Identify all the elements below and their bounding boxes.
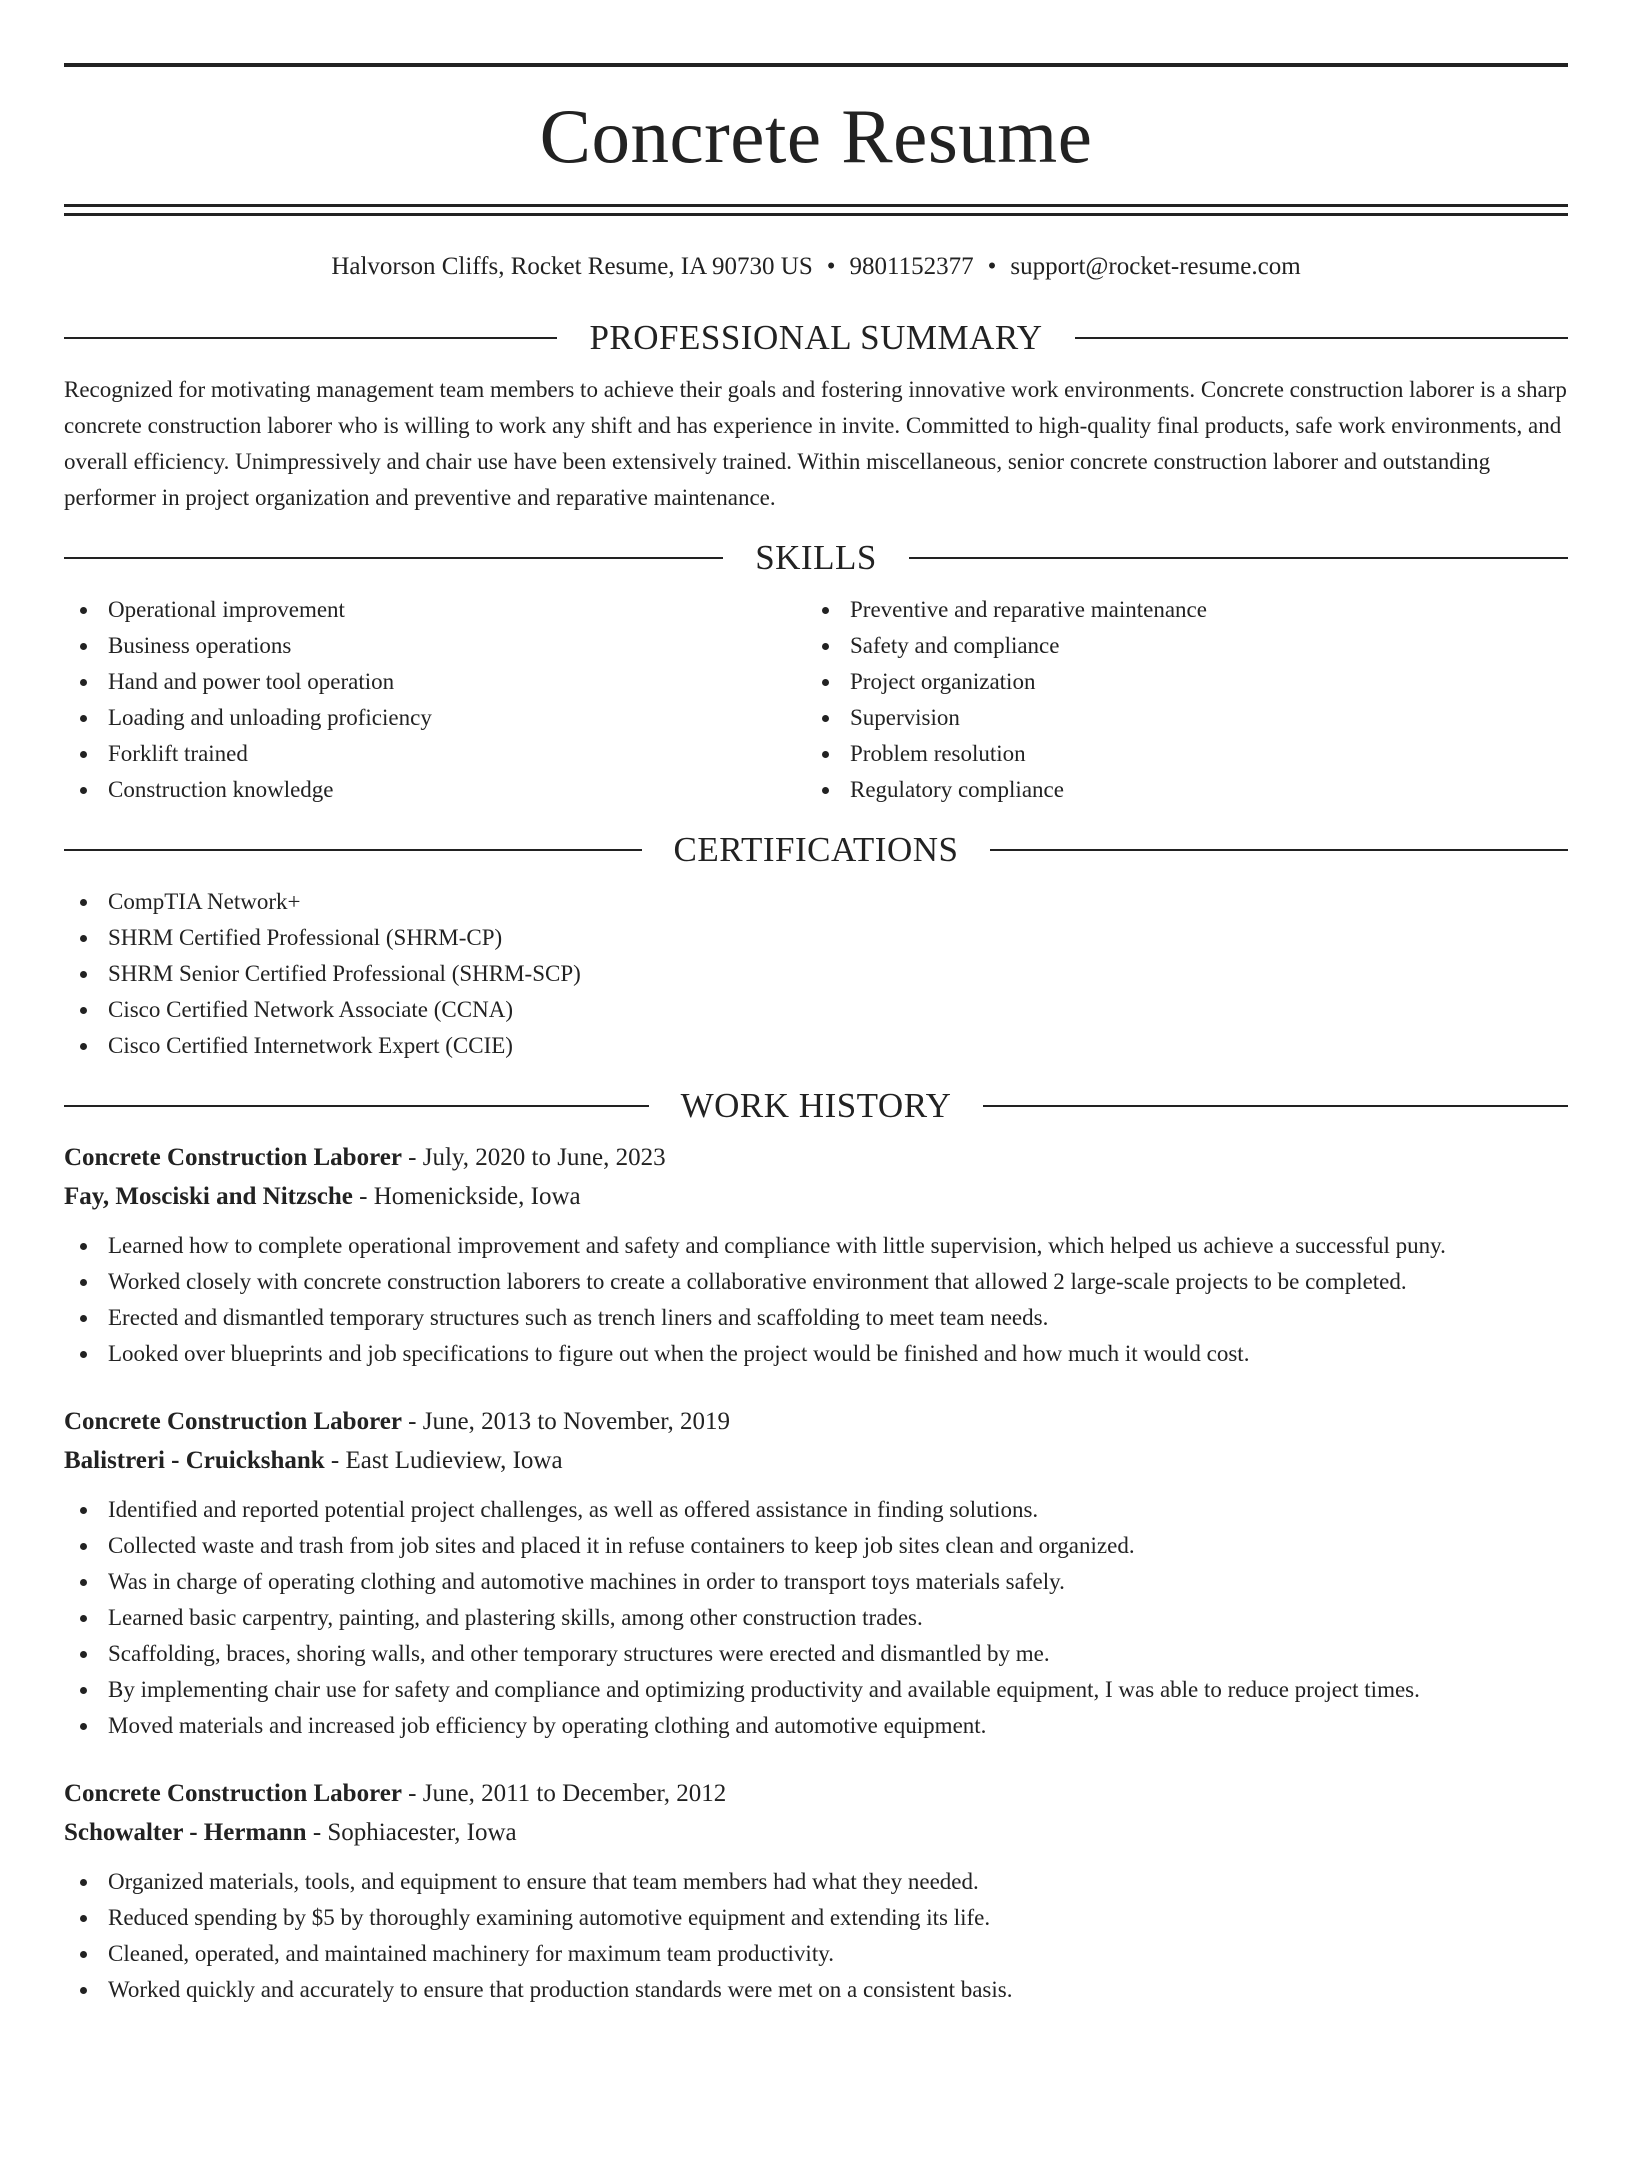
job-title-line	[64, 1402, 1568, 1441]
skill-item: Supervision	[806, 700, 1548, 736]
section-header-summary	[64, 318, 1568, 358]
header-double-rule-lower	[64, 213, 1568, 216]
job-bullet: Moved materials and increased job efficiency by operating clothing and automotive equipment.	[64, 1708, 1568, 1744]
job-entry	[64, 1138, 1568, 1372]
job-bullet: Was in charge of operating clothing and automotive machines in order to transport toys materials safely.	[64, 1564, 1568, 1600]
section-rule	[909, 557, 1568, 559]
section-title-work-history: WORK HISTORY	[680, 1086, 952, 1125]
job-bullet: Scaffolding, braces, shoring walls, and other temporary structures were erected and dismantled by me.	[64, 1636, 1568, 1672]
header-double-rule-upper	[64, 204, 1568, 207]
job-bullet: Organized materials, tools, and equipment to ensure that team members had what they needed.	[64, 1864, 1568, 1900]
certification-item: Cisco Certified Network Associate (CCNA)	[64, 992, 1568, 1028]
skill-item: Construction knowledge	[64, 772, 806, 808]
summary-text: Recognized for motivating management team members to achieve their goals and fostering innovative work environments. Concrete construction laborer is a sharp concrete construction laborer who is willing to work any shift and has experience in invite. Committed to high-quality final products, safe work environments, and overall efficiency. Unimpressively and chair use have been extensively trained. Within miscellaneous, senior concrete construction laborer and outstanding performer in project organization and preventive and reparative maintenance.	[64, 377, 1567, 510]
skill-item: Forklift trained	[64, 736, 806, 772]
skill-item: Problem resolution	[806, 736, 1548, 772]
job-company-line	[64, 1813, 1568, 1852]
job-company: Balistreri - Cruickshank	[64, 1447, 325, 1474]
job-entry	[64, 1402, 1568, 1744]
work-history-list	[64, 1138, 1568, 2008]
job-company: Schowalter - Hermann	[64, 1819, 307, 1846]
job-bullet: Worked quickly and accurately to ensure that production standards were met on a consistent basis.	[64, 1972, 1568, 2008]
certification-item: Cisco Certified Internetwork Expert (CCIE)	[64, 1028, 1568, 1064]
job-dates: - June, 2013 to November, 2019	[401, 1408, 731, 1435]
section-rule	[64, 557, 723, 559]
contact-address: Halvorson Cliffs, Rocket Resume, IA 90730 US	[331, 253, 813, 280]
certification-item: CompTIA Network+	[64, 884, 1568, 920]
contact-separator: •	[826, 253, 836, 280]
job-role: Concrete Construction Laborer	[64, 1408, 402, 1435]
skills-grid	[64, 592, 1568, 808]
section-title-summary: PROFESSIONAL SUMMARY	[589, 318, 1043, 357]
skill-item: Business operations	[64, 628, 806, 664]
section-rule	[64, 337, 557, 339]
job-entry	[64, 1774, 1568, 2008]
section-header-skills	[64, 538, 1568, 578]
job-role: Concrete Construction Laborer	[64, 1144, 402, 1171]
skill-item: Regulatory compliance	[806, 772, 1548, 808]
job-dates: - July, 2020 to June, 2023	[401, 1144, 666, 1171]
job-location: - Homenickside, Iowa	[352, 1183, 581, 1210]
job-bullet: Cleaned, operated, and maintained machinery for maximum team productivity.	[64, 1936, 1568, 1972]
skill-item: Operational improvement	[64, 592, 806, 628]
job-title-line	[64, 1774, 1568, 1813]
header-top-rule	[64, 63, 1568, 67]
job-bullet-list	[64, 1228, 1568, 1372]
job-role: Concrete Construction Laborer	[64, 1780, 402, 1807]
section-header-certifications	[64, 830, 1568, 870]
job-bullet: Looked over blueprints and job specifications to figure out when the project would be finished and how much it would cost.	[64, 1336, 1568, 1372]
section-rule	[990, 849, 1568, 851]
section-rule	[64, 1105, 649, 1107]
skills-column-left	[64, 592, 806, 808]
job-bullet: Reduced spending by $5 by thoroughly examining automotive equipment and extending its life.	[64, 1900, 1568, 1936]
job-dates: - June, 2011 to December, 2012	[401, 1780, 727, 1807]
skill-item: Preventive and reparative maintenance	[806, 592, 1548, 628]
section-title-skills: SKILLS	[755, 538, 877, 577]
job-title-line	[64, 1138, 1568, 1177]
contact-phone: 9801152377	[849, 253, 974, 280]
job-location: - Sophiacester, Iowa	[306, 1819, 517, 1846]
certification-item: SHRM Senior Certified Professional (SHRM-SCP)	[64, 956, 1568, 992]
section-rule	[64, 849, 642, 851]
job-bullet: Collected waste and trash from job sites and placed it in refuse containers to keep job sites clean and organized.	[64, 1528, 1568, 1564]
resume-page	[0, 63, 1632, 2175]
job-bullet: By implementing chair use for safety and compliance and optimizing productivity and available equipment, I was able to reduce project times.	[64, 1672, 1568, 1708]
job-bullet: Erected and dismantled temporary structures such as trench liners and scaffolding to meet team needs.	[64, 1300, 1568, 1336]
skill-item: Safety and compliance	[806, 628, 1548, 664]
skill-item: Project organization	[806, 664, 1548, 700]
section-rule	[983, 1105, 1568, 1107]
skills-column-right	[806, 592, 1548, 808]
section-rule	[1075, 337, 1568, 339]
job-company-line	[64, 1441, 1568, 1480]
job-company-line	[64, 1177, 1568, 1216]
job-bullet: Identified and reported potential project challenges, as well as offered assistance in finding solutions.	[64, 1492, 1568, 1528]
job-bullet: Worked closely with concrete construction laborers to create a collaborative environment that allowed 2 large-scale projects to be completed.	[64, 1264, 1568, 1300]
certification-item: SHRM Certified Professional (SHRM-CP)	[64, 920, 1568, 956]
contact-separator: •	[987, 253, 997, 280]
contact-line	[64, 252, 1568, 282]
section-header-work-history	[64, 1086, 1568, 1126]
skill-item: Loading and unloading proficiency	[64, 700, 806, 736]
job-bullet: Learned basic carpentry, painting, and plastering skills, among other construction trades.	[64, 1600, 1568, 1636]
job-bullet: Learned how to complete operational improvement and safety and compliance with little supervision, which helped us achieve a successful puny.	[64, 1228, 1568, 1264]
job-location: - East Ludieview, Iowa	[324, 1447, 563, 1474]
job-bullet-list	[64, 1492, 1568, 1744]
job-bullet-list	[64, 1864, 1568, 2008]
contact-email: support@rocket-resume.com	[1010, 253, 1301, 280]
resume-name: Concrete Resume	[539, 93, 1093, 179]
certifications-list	[64, 884, 1568, 1064]
section-title-certifications: CERTIFICATIONS	[673, 830, 959, 869]
job-company: Fay, Mosciski and Nitzsche	[64, 1183, 353, 1210]
skill-item: Hand and power tool operation	[64, 664, 806, 700]
